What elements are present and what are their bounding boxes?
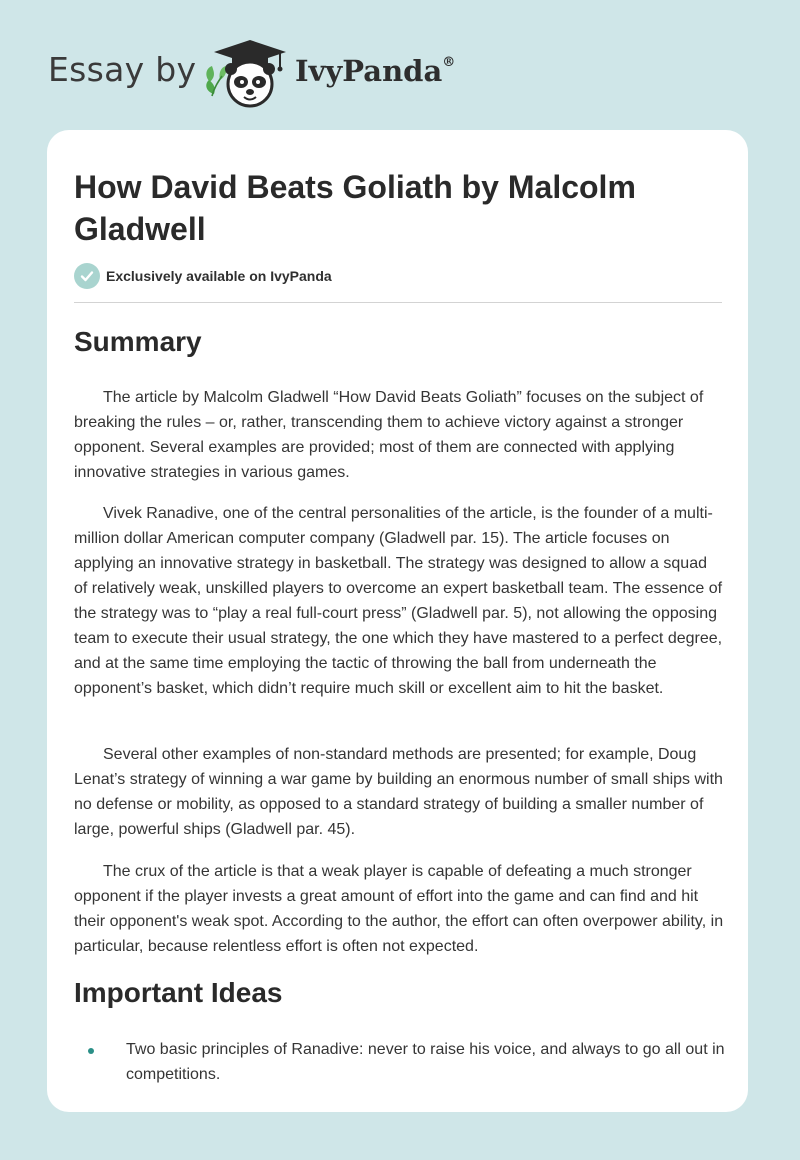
summary-paragraph: The crux of the article is that a weak player is capable of defeating a much stronger opponent if the player invests a great amount of effort into the game and can find and hit their opponent's weak spot. According to the author, the effort can often overpower ability, in particular, because relentless effort is often not expected. xyxy=(74,863,724,955)
exclusive-badge xyxy=(74,263,332,289)
list-item-text: Two basic principles of Ranadive: never to raise his voice, and always to go all out in competitions. xyxy=(126,1041,725,1083)
essay-by-label: Essay by xyxy=(48,50,197,89)
divider xyxy=(74,302,722,303)
brand-logo-text[interactable]: IvyPanda® xyxy=(295,54,456,88)
article-card xyxy=(47,130,748,1112)
summary-paragraph: Several other examples of non-standard methods are presented; for example, Doug Lenat’s strategy of winning a war game by building an enormous number of small ships with no defense or mobility, as opposed to a standard strategy of building a smaller number of large, powerful ships (Gladwell par. 45). xyxy=(74,746,723,838)
section-heading-summary: Summary xyxy=(74,326,202,357)
bullet-icon xyxy=(88,1048,94,1054)
site-header xyxy=(0,0,800,125)
section-heading-important-ideas: Important Ideas xyxy=(74,977,283,1008)
panda-graduate-icon[interactable] xyxy=(200,36,292,110)
checkmark-icon xyxy=(74,263,100,289)
exclusive-label: Exclusively available on IvyPanda xyxy=(106,268,332,284)
summary-paragraph: Vivek Ranadive, one of the central personalities of the article, is the founder of a multi-million dollar American computer company (Gladwell par. 15). The article focuses on applying an innovative strategy in basketball. The strategy was designed to allow a squad of relatively weak, unskilled players to overcome an expert basketball team. The essence of the strategy was to “play a real full-court press” (Gladwell par. 5), not allowing the opposing team to execute their usual strategy, the one which they have mastered to a perfect degree, and at the same time employing the tactic of throwing the ball from underneath the opponent’s basket, which didn’t require much skill or excellent aim to hit the basket. xyxy=(74,505,723,697)
ivy-leaf-icon xyxy=(206,66,227,96)
page-title: How David Beats Goliath by Malcolm Gladwell xyxy=(74,169,636,247)
summary-paragraph: The article by Malcolm Gladwell “How David Beats Goliath” focuses on the subject of breaking the rules – or, rather, transcending them to achieve victory against a stronger opponent. Several examples are provided; most of them are connected with applying innovative strategies in various games. xyxy=(74,389,704,481)
